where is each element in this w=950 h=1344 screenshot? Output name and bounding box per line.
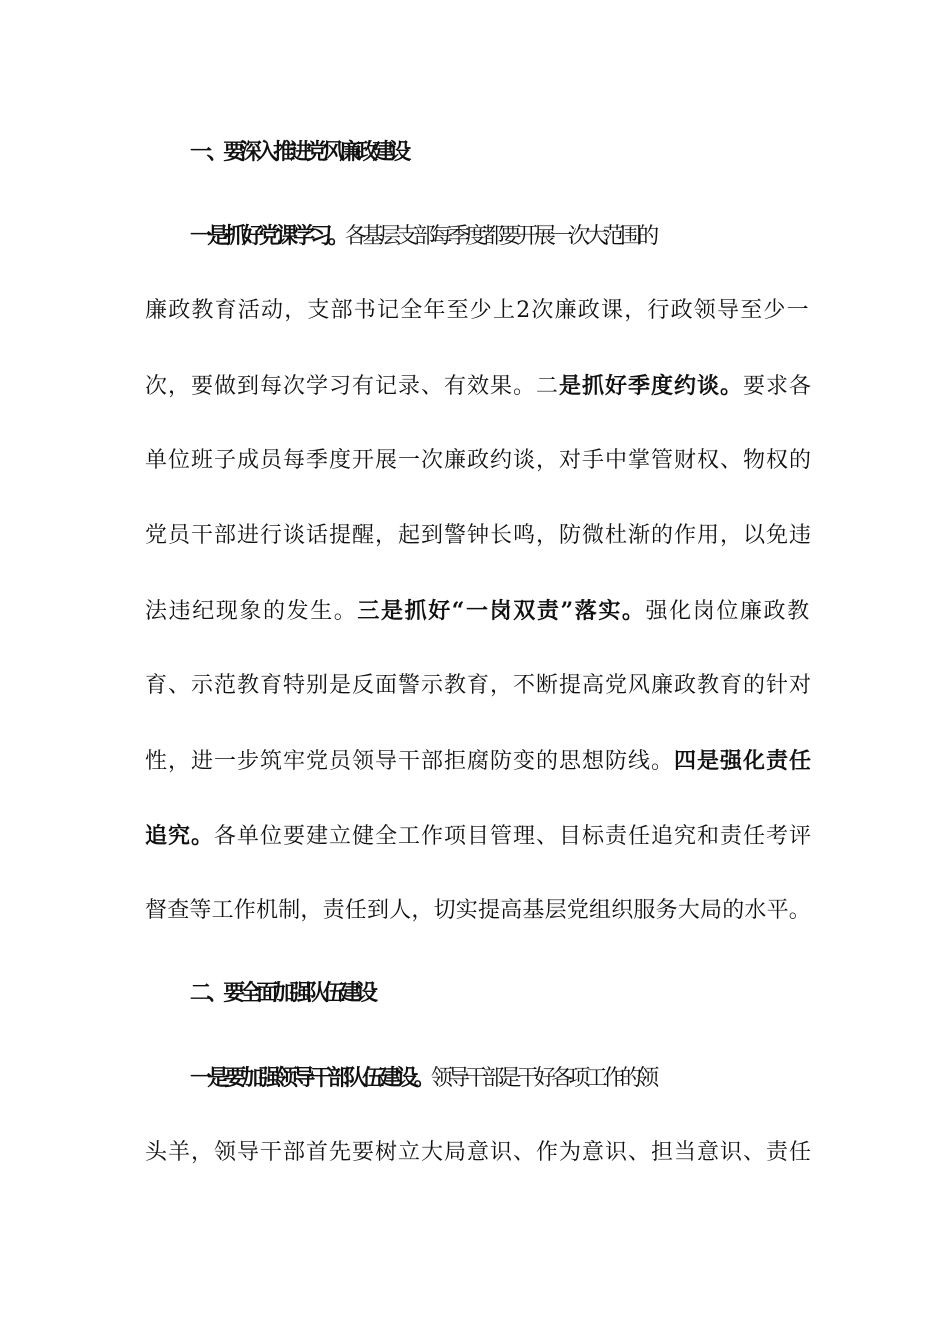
bold-lead: 三是抓好“一岗双责”落实。: [357, 598, 646, 624]
text-run: 廉政教育活动，支部书记全年至少上2次廉政课，行政领导至少一: [145, 298, 810, 323]
paragraph-line: [190, 1063, 850, 1094]
bold-lead: 一是抓好党课学习。: [190, 223, 345, 249]
text-run: 育、示范教育特别是反面警示教育，不断提高党风廉政教育的针对: [145, 673, 813, 698]
text-run: 头羊，领导干部首先要树立大局意识、作为意识、担当意识、责任: [145, 1140, 813, 1165]
text-run: 性，进一步筑牢党员领导干部拒腐防变的思想防线。: [145, 749, 675, 774]
paragraph-line: [145, 446, 813, 476]
paragraph-line: [145, 896, 812, 926]
paragraph-line: [145, 1138, 813, 1168]
text-run: 领导干部是干好各项工作的领: [430, 1066, 655, 1091]
text-run: 强化岗位廉政教: [645, 599, 811, 624]
bold-lead: 是抓好季度约谈。: [559, 373, 744, 399]
text-run: 次，要做到每次学习有记录、有效果。二: [145, 374, 560, 399]
text-run: 各基层支部每季度都要开展一次大范围的: [344, 224, 655, 249]
paragraph-line: [145, 821, 813, 852]
paragraph-line: [145, 596, 811, 627]
section-heading-1: 一、要深入推进党风廉政建设: [190, 139, 406, 165]
bold-lead: 四是强化责任: [674, 748, 813, 774]
text-run: 法违纪现象的发生。: [145, 599, 358, 624]
paragraph-line: [145, 671, 813, 701]
text-run: 党员干部进行谈话提醒，起到警钟长鸣，防微杜渐的作用，以免违: [145, 523, 813, 548]
paragraph-line: [145, 521, 813, 551]
bold-lead: 追究。: [145, 823, 215, 849]
section-heading-2: 二、要全面加强队伍建设: [190, 980, 373, 1006]
paragraph-line: [145, 296, 810, 326]
text-run: 要求各: [743, 374, 813, 399]
paragraph-line: [145, 746, 813, 777]
text-run: 各单位要建立健全工作项目管理、目标责任追究和责任考评: [214, 824, 813, 849]
paragraph-line: [190, 221, 850, 252]
text-run: 单位班子成员每季度开展一次廉政约谈，对手中掌管财权、物权的: [145, 448, 813, 473]
bold-lead: 一是要加强领导干部队伍建设。: [190, 1065, 431, 1091]
paragraph-line: [145, 371, 813, 402]
text-run: 督查等工作机制，责任到人，切实提高基层党组织服务大局的水平。: [145, 898, 812, 923]
